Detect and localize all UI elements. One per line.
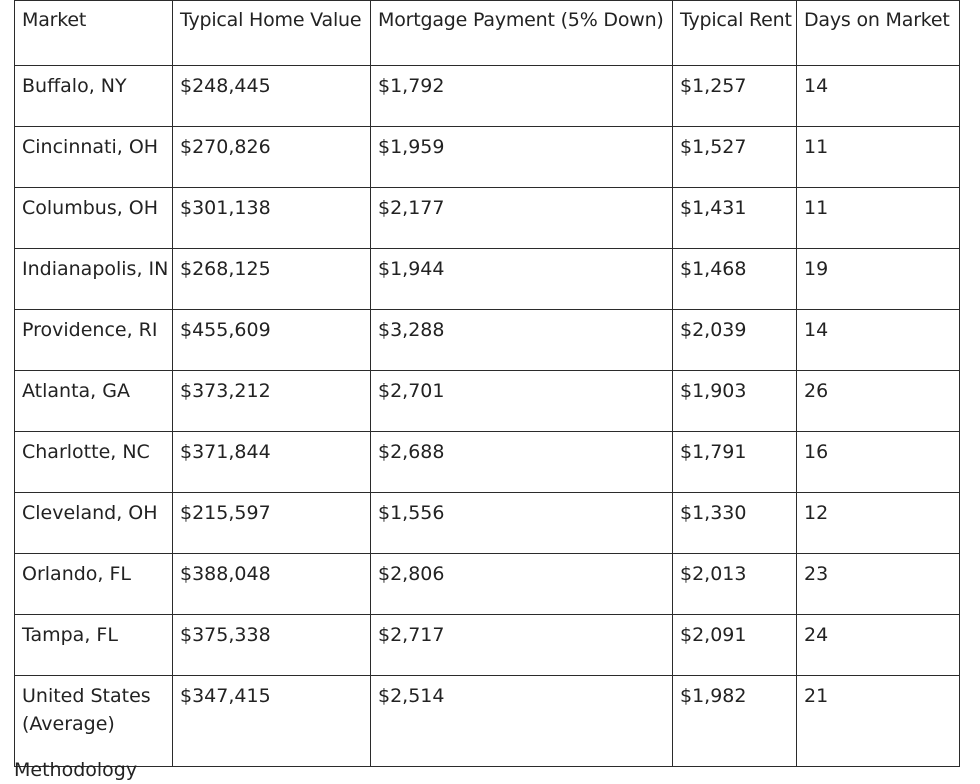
cell-market: Cleveland, OH — [15, 493, 173, 554]
cell-mortgage: $2,717 — [371, 615, 673, 676]
cell-days: 19 — [797, 249, 960, 310]
cell-rent: $2,091 — [673, 615, 797, 676]
header-typical-home-value: Typical Home Value — [173, 1, 371, 66]
cell-days: 14 — [797, 310, 960, 371]
header-days-on-market: Days on Market — [797, 1, 960, 66]
cell-mortgage: $1,944 — [371, 249, 673, 310]
cell-mortgage: $2,701 — [371, 371, 673, 432]
cell-home-value: $371,844 — [173, 432, 371, 493]
methodology-heading: Methodology — [14, 759, 138, 781]
cell-home-value: $248,445 — [173, 66, 371, 127]
cell-rent: $1,903 — [673, 371, 797, 432]
cell-mortgage: $1,792 — [371, 66, 673, 127]
cell-market: Indianapolis, IN — [15, 249, 173, 310]
table-header-row — [15, 1, 960, 66]
cell-days: 11 — [797, 127, 960, 188]
cell-home-value: $388,048 — [173, 554, 371, 615]
market-comparison-table — [14, 0, 960, 767]
cell-rent: $1,257 — [673, 66, 797, 127]
cell-days: 24 — [797, 615, 960, 676]
cell-rent: $1,468 — [673, 249, 797, 310]
table-row — [15, 188, 960, 249]
cell-home-value: $455,609 — [173, 310, 371, 371]
cell-days: 11 — [797, 188, 960, 249]
cell-home-value: $270,826 — [173, 127, 371, 188]
cell-rent: $2,039 — [673, 310, 797, 371]
cell-days: 23 — [797, 554, 960, 615]
table-row — [15, 432, 960, 493]
cell-market: Tampa, FL — [15, 615, 173, 676]
cell-rent: $1,791 — [673, 432, 797, 493]
table-row — [15, 127, 960, 188]
cell-home-value: $375,338 — [173, 615, 371, 676]
cell-mortgage: $1,959 — [371, 127, 673, 188]
cell-days: 26 — [797, 371, 960, 432]
table-row — [15, 371, 960, 432]
cell-mortgage: $2,688 — [371, 432, 673, 493]
cell-market: Columbus, OH — [15, 188, 173, 249]
cell-rent: $1,527 — [673, 127, 797, 188]
cell-rent: $2,013 — [673, 554, 797, 615]
cell-market: Charlotte, NC — [15, 432, 173, 493]
cell-home-value: $215,597 — [173, 493, 371, 554]
cell-mortgage: $2,177 — [371, 188, 673, 249]
cell-mortgage: $1,556 — [371, 493, 673, 554]
table-row — [15, 615, 960, 676]
table-row — [15, 66, 960, 127]
cell-home-value: $268,125 — [173, 249, 371, 310]
header-market: Market — [15, 1, 173, 66]
cell-days: 12 — [797, 493, 960, 554]
cell-rent: $1,330 — [673, 493, 797, 554]
table-row — [15, 676, 960, 767]
cell-rent: $1,431 — [673, 188, 797, 249]
header-mortgage-payment: Mortgage Payment (5% Down) — [371, 1, 673, 66]
cell-days: 21 — [797, 676, 960, 767]
table-row — [15, 249, 960, 310]
table-row — [15, 493, 960, 554]
cell-market: Atlanta, GA — [15, 371, 173, 432]
cell-mortgage: $2,806 — [371, 554, 673, 615]
cell-home-value: $347,415 — [173, 676, 371, 767]
cell-mortgage: $3,288 — [371, 310, 673, 371]
cell-days: 16 — [797, 432, 960, 493]
cell-market: Cincinnati, OH — [15, 127, 173, 188]
cell-home-value: $373,212 — [173, 371, 371, 432]
cell-mortgage: $2,514 — [371, 676, 673, 767]
table-row — [15, 554, 960, 615]
cell-rent: $1,982 — [673, 676, 797, 767]
cell-market: Providence, RI — [15, 310, 173, 371]
cell-market: United States (Average) — [15, 676, 173, 767]
cell-market: Buffalo, NY — [15, 66, 173, 127]
cell-days: 14 — [797, 66, 960, 127]
table-row — [15, 310, 960, 371]
header-typical-rent: Typical Rent — [673, 1, 797, 66]
cell-market: Orlando, FL — [15, 554, 173, 615]
cell-home-value: $301,138 — [173, 188, 371, 249]
